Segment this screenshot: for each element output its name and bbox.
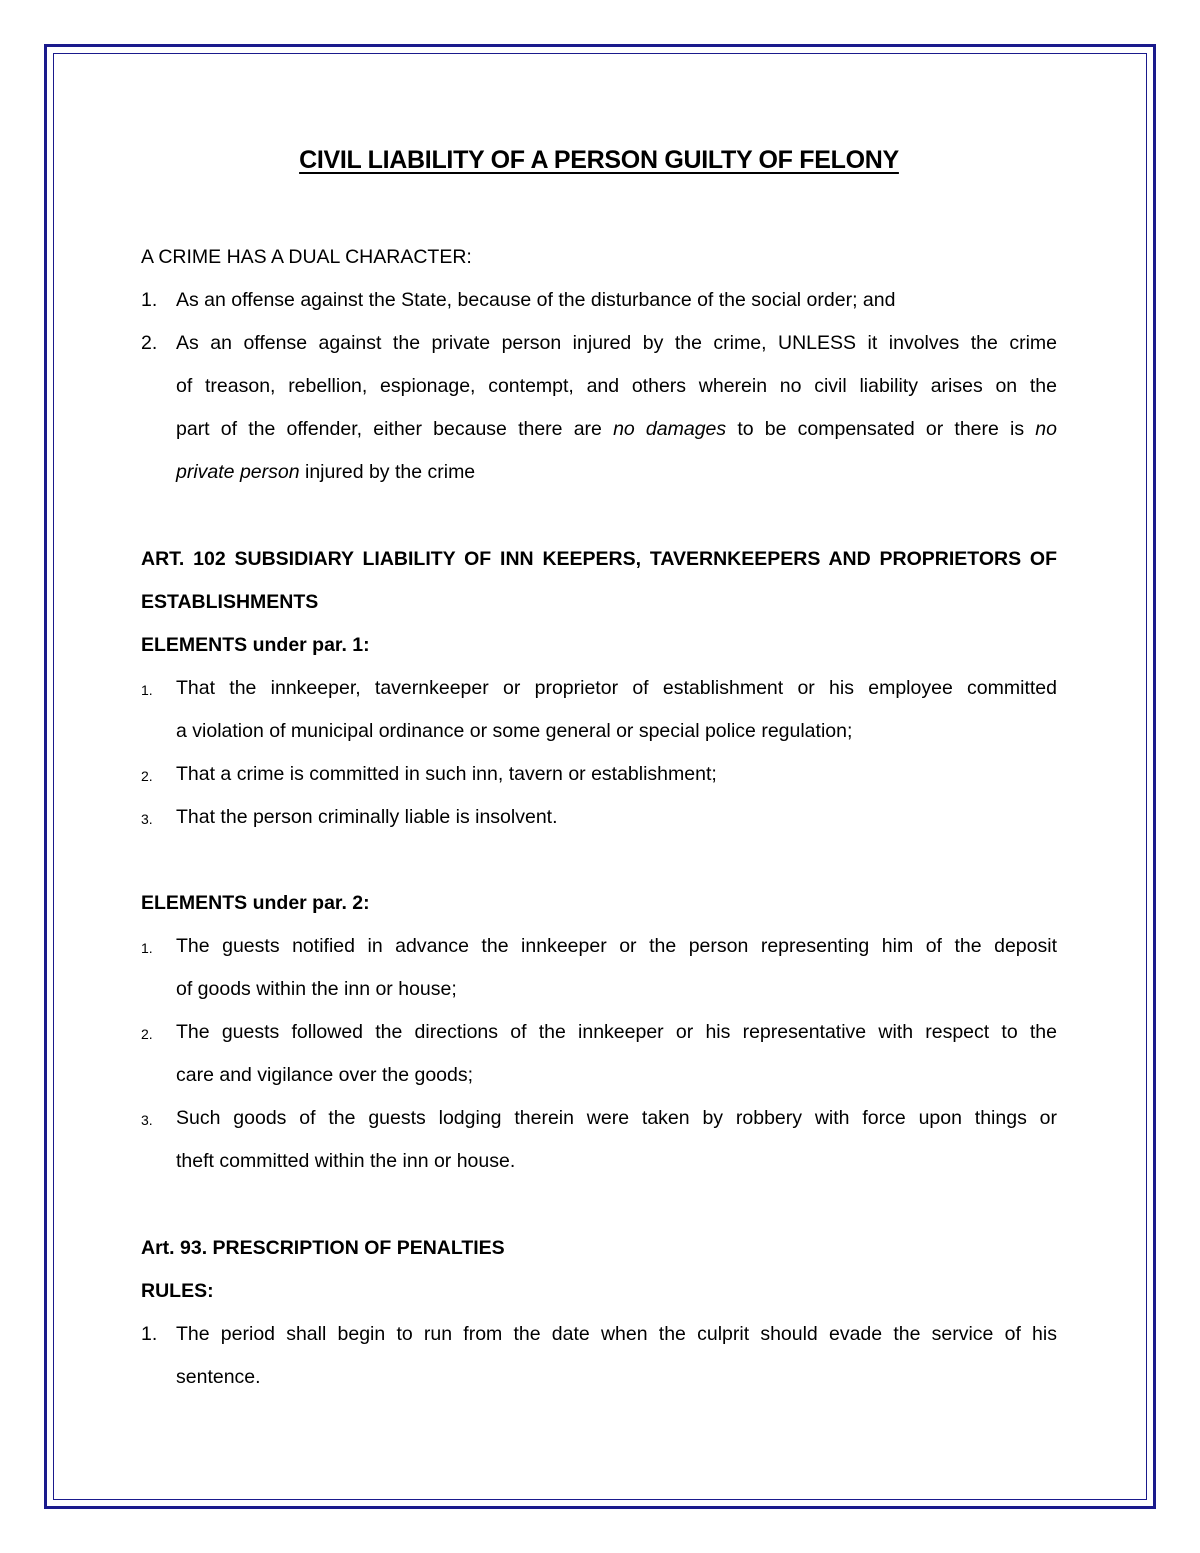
text-line: The period shall begin to run from the date when the culprit should evade the service of his	[176, 1323, 1057, 1345]
italic-text: private person	[176, 461, 300, 483]
text-line	[176, 460, 1057, 484]
text-line	[176, 417, 1057, 441]
list-item-text	[176, 676, 1057, 743]
text-line: a violation of municipal ordinance or some general or special police regulation;	[176, 720, 853, 742]
intro-item-1	[141, 288, 1057, 312]
list-number: 3.	[141, 1112, 153, 1128]
art102-heading-line2: ESTABLISHMENTS	[141, 591, 319, 613]
text-line: care and vigilance over the goods;	[176, 1064, 474, 1086]
list-item-text	[176, 1322, 1057, 1389]
italic-text: no	[1035, 418, 1057, 440]
list-number: 1.	[141, 682, 153, 698]
rules-item-1	[141, 1322, 1057, 1388]
art102-heading-line1: ART. 102 SUBSIDIARY LIABILITY OF INN KEEPERS, TAVERNKEEPERS AND PROPRIETORS OF	[141, 548, 1057, 570]
intro-item-2	[141, 331, 1057, 483]
par2-item-3	[141, 1106, 1057, 1172]
text-line: sentence.	[176, 1366, 261, 1388]
list-number: 3.	[141, 811, 153, 827]
italic-text: no damages	[613, 418, 727, 440]
list-number: 1.	[141, 940, 153, 956]
page-title: CIVIL LIABILITY OF A PERSON GUILTY OF FELONY	[299, 146, 899, 174]
text-line: The guests notified in advance the innkeeper or the person representing him of the deposit	[176, 935, 1057, 957]
text-line: Such goods of the guests lodging therein were taken by robbery with force upon things or	[176, 1107, 1057, 1129]
text-line: of goods within the inn or house;	[176, 978, 457, 1000]
list-number: 2.	[141, 332, 158, 354]
list-item-text: As an offense against the State, because of the disturbance of the social order; and	[176, 289, 896, 311]
text-line: The guests followed the directions of the innkeeper or his representative with respect to the	[176, 1021, 1057, 1043]
text-line: theft committed within the inn or house.	[176, 1150, 516, 1172]
text-span: injured by the crime	[299, 461, 476, 483]
par1-item-1	[141, 676, 1057, 742]
text-span: to be compensated or there is	[726, 418, 1036, 440]
par2-item-2	[141, 1020, 1057, 1086]
list-item-text	[176, 1020, 1057, 1087]
list-number: 1.	[141, 289, 158, 311]
list-item-text: That a crime is committed in such inn, tavern or establishment;	[176, 763, 717, 785]
list-item-text	[176, 331, 1057, 484]
text-line: As an offense against the private person injured by the crime, UNLESS it involves the crime	[176, 332, 1057, 354]
rules-heading: RULES:	[141, 1280, 214, 1302]
par1-item-2	[141, 762, 1057, 786]
list-number: 2.	[141, 768, 153, 784]
list-number: 1.	[141, 1323, 158, 1345]
list-item-text	[176, 934, 1057, 1001]
par1-heading: ELEMENTS under par. 1:	[141, 634, 370, 656]
art93-heading: Art. 93. PRESCRIPTION OF PENALTIES	[141, 1237, 505, 1259]
text-line: That the innkeeper, tavernkeeper or proprietor of establishment or his employee committed	[176, 677, 1057, 699]
intro-heading: A CRIME HAS A DUAL CHARACTER:	[141, 246, 472, 268]
list-item-text: That the person criminally liable is insolvent.	[176, 806, 558, 828]
par2-item-1	[141, 934, 1057, 1000]
par1-item-3	[141, 805, 1057, 829]
text-span: part of the offender, either because there are	[176, 418, 614, 440]
list-number: 2.	[141, 1026, 153, 1042]
text-line: of treason, rebellion, espionage, contempt, and others wherein no civil liability arises on the	[176, 375, 1057, 397]
par2-heading: ELEMENTS under par. 2:	[141, 892, 370, 914]
list-item-text	[176, 1106, 1057, 1173]
